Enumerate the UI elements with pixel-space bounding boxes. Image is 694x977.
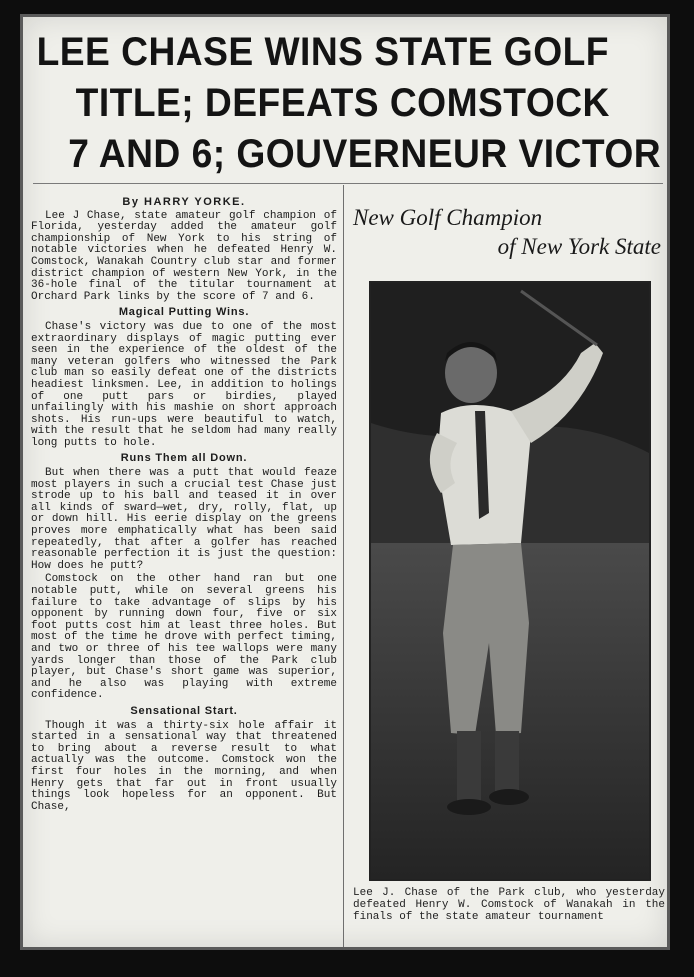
article-subhead: Magical Putting Wins. — [118, 306, 250, 319]
golfer-photo — [369, 281, 651, 881]
article-paragraph: Though it was a thirty-six hole affair it started in a sensational way that threatened to bring about a reverse result to what actually was the outcome. Comstock won the first four holes in the morning, and when Henry gets that far out in front usually things look hopeless for an opponent. But Chase, — [31, 719, 337, 813]
headline — [31, 27, 662, 180]
golfer-photo-image — [371, 283, 649, 879]
article-paragraph: Lee J Chase, state amateur golf champion of Florida, yesterday added the amateur golf championship of New York to his string of notable victories when he defeated Henry W. Comstock, Wanakah Country club star and former district champion of western New York, in the 36-hole final of the titular tournament at Orchard Park links by the score of 7 and 6. — [31, 209, 337, 303]
headline-line-3: 7 AND 6; GOUVERNEUR VICTOR — [68, 132, 662, 176]
photo-caption: Lee J. Chase of the Park club, who yesterday defeated Henry W. Comstock of Wanakah in the finals of the state amateur tournament — [353, 887, 665, 923]
photo-title-line-2: of New York State — [497, 234, 661, 259]
article-paragraph: Chase's victory was due to one of the most extraordinary displays of magic putting ever seen in the experience of the oldest of the many veteran golfers who witnessed the Park club man so easily defeat one of the districts headiest linksmen. Lee, in addition to holings of one putt pars or birdies, played unfailingly with his mashie on short approach shots. His run-ups were beautiful to watch, with the result that he seldom had many really long putts to hole. — [31, 320, 337, 449]
byline: By HARRY YORKE. — [122, 196, 246, 208]
photo-title — [349, 203, 665, 261]
newspaper-clipping — [20, 14, 670, 950]
column-divider — [343, 185, 344, 950]
article-subhead: Sensational Start. — [130, 704, 238, 717]
headline-line-2: TITLE; DEFEATS COMSTOCK — [75, 81, 610, 125]
headline-rule — [33, 183, 663, 184]
article-subhead: Runs Them all Down. — [120, 452, 248, 465]
article-paragraph: But when there was a putt that would feaze most players in such a crucial test Chase just strode up to his ball and teased it in over all kinds of sward—wet, dry, rolly, flat, up or down hill. His eerie display on the greens proves more emphatically what has been said repeatedly, that after a golfer has reached reasonable perfection it is just the question: How does he putt? — [31, 467, 337, 572]
article-column — [31, 197, 337, 815]
article-paragraph: Comstock on the other hand ran but one notable putt, while on several greens his failure to take advantage of slips by his opponent by running down four, five or six foot putts cost him at least three holes. But most of the time he drove with perfect timing, and two or three of his tee wallops were many yards longer than those of the Park club player, but Chase's short game was superior, and he also was playing with extreme confidence. — [31, 573, 337, 702]
photo-title-line-1: New Golf Champion — [353, 205, 543, 230]
headline-line-1: LEE CHASE WINS STATE GOLF — [36, 30, 609, 74]
